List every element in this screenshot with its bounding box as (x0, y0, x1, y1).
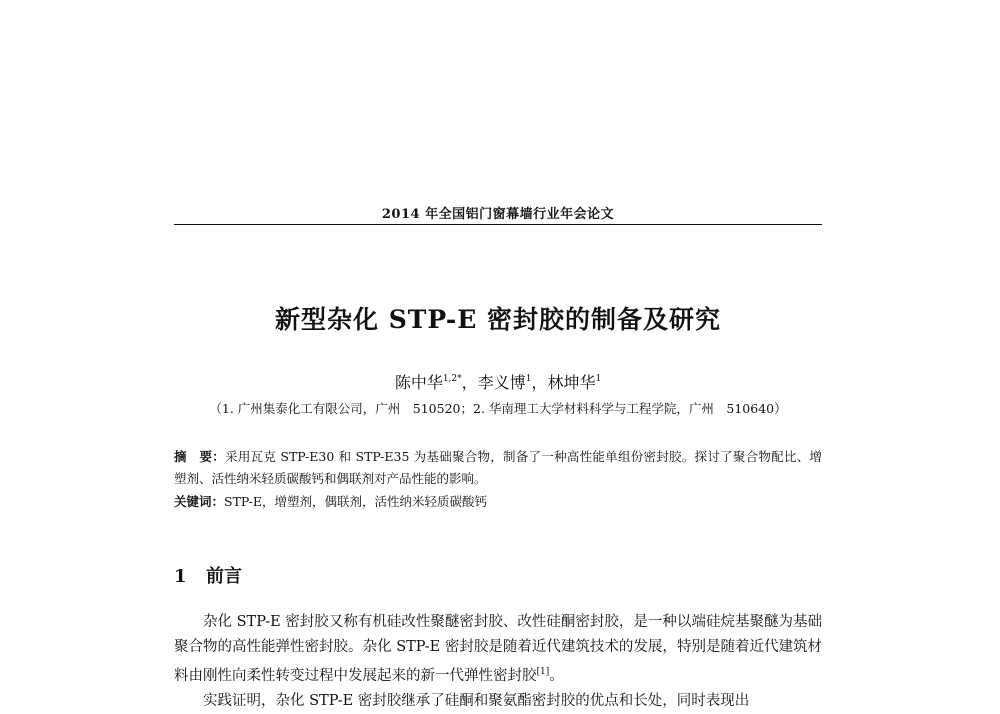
author-affiliation-mark: 1,2* (442, 374, 462, 384)
paragraph (174, 610, 822, 689)
keywords-label: 关键词： (174, 494, 225, 509)
citation-ref: [1] (536, 667, 550, 677)
paragraph-text: 杂化 STP-E 密封胶又称有机硅改性聚醚密封胶、改性硅酮密封胶，是一种以端硅烷基聚醚为基础聚合物的高性能弹性密封胶。杂化 STP-E 密封胶是随着近代建筑技术的发展，特别是随着近代建筑材料由刚性向柔性转变过程中发展起来的新一代弹性密封胶 (174, 614, 822, 684)
section-heading (174, 562, 242, 588)
abstract-label: 摘 要： (174, 449, 226, 464)
section-title: 前言 (206, 566, 242, 587)
keywords (174, 491, 822, 513)
header-rule (174, 224, 822, 225)
abstract-text: 采用瓦克 STP-E30 和 STP-E35 为基础聚合物，制备了一种高性能单组份密封胶。探讨了聚合物配比、增塑剂、活性纳米轻质碳酸钙和偶联剂对产品性能的影响。 (174, 449, 822, 486)
author-name: 李义博 (477, 373, 526, 392)
abstract (174, 446, 822, 490)
author-list (174, 370, 822, 393)
running-header: 2014 年全国铝门窗幕墙行业年会论文 (381, 207, 615, 222)
affiliations: （1. 广州集泰化工有限公司，广州 510520；2. 华南理工大学材料科学与工程学院，广州 510640） (209, 401, 787, 416)
paper-title: 新型杂化 STP-E 密封胶的制备及研究 (275, 305, 721, 334)
body-text (174, 610, 822, 714)
section-number: 1 (174, 566, 187, 587)
paragraph-text: 实践证明，杂化 STP-E 密封胶继承了硅酮和聚氨酯密封胶的优点和长处，同时表现出 (203, 693, 750, 709)
author-affiliation-mark: 1 (595, 374, 602, 384)
author-affiliation-mark: 1 (525, 374, 532, 384)
author-name: 林坤华 (547, 373, 596, 392)
author-separator: ， (531, 373, 548, 392)
author-name: 陈中华 (394, 373, 443, 392)
keywords-text: STP-E，增塑剂，偶联剂，活性纳米轻质碳酸钙 (224, 494, 487, 509)
author-separator: ， (461, 373, 478, 392)
paragraph (174, 689, 822, 714)
paragraph-end: 。 (549, 668, 564, 684)
